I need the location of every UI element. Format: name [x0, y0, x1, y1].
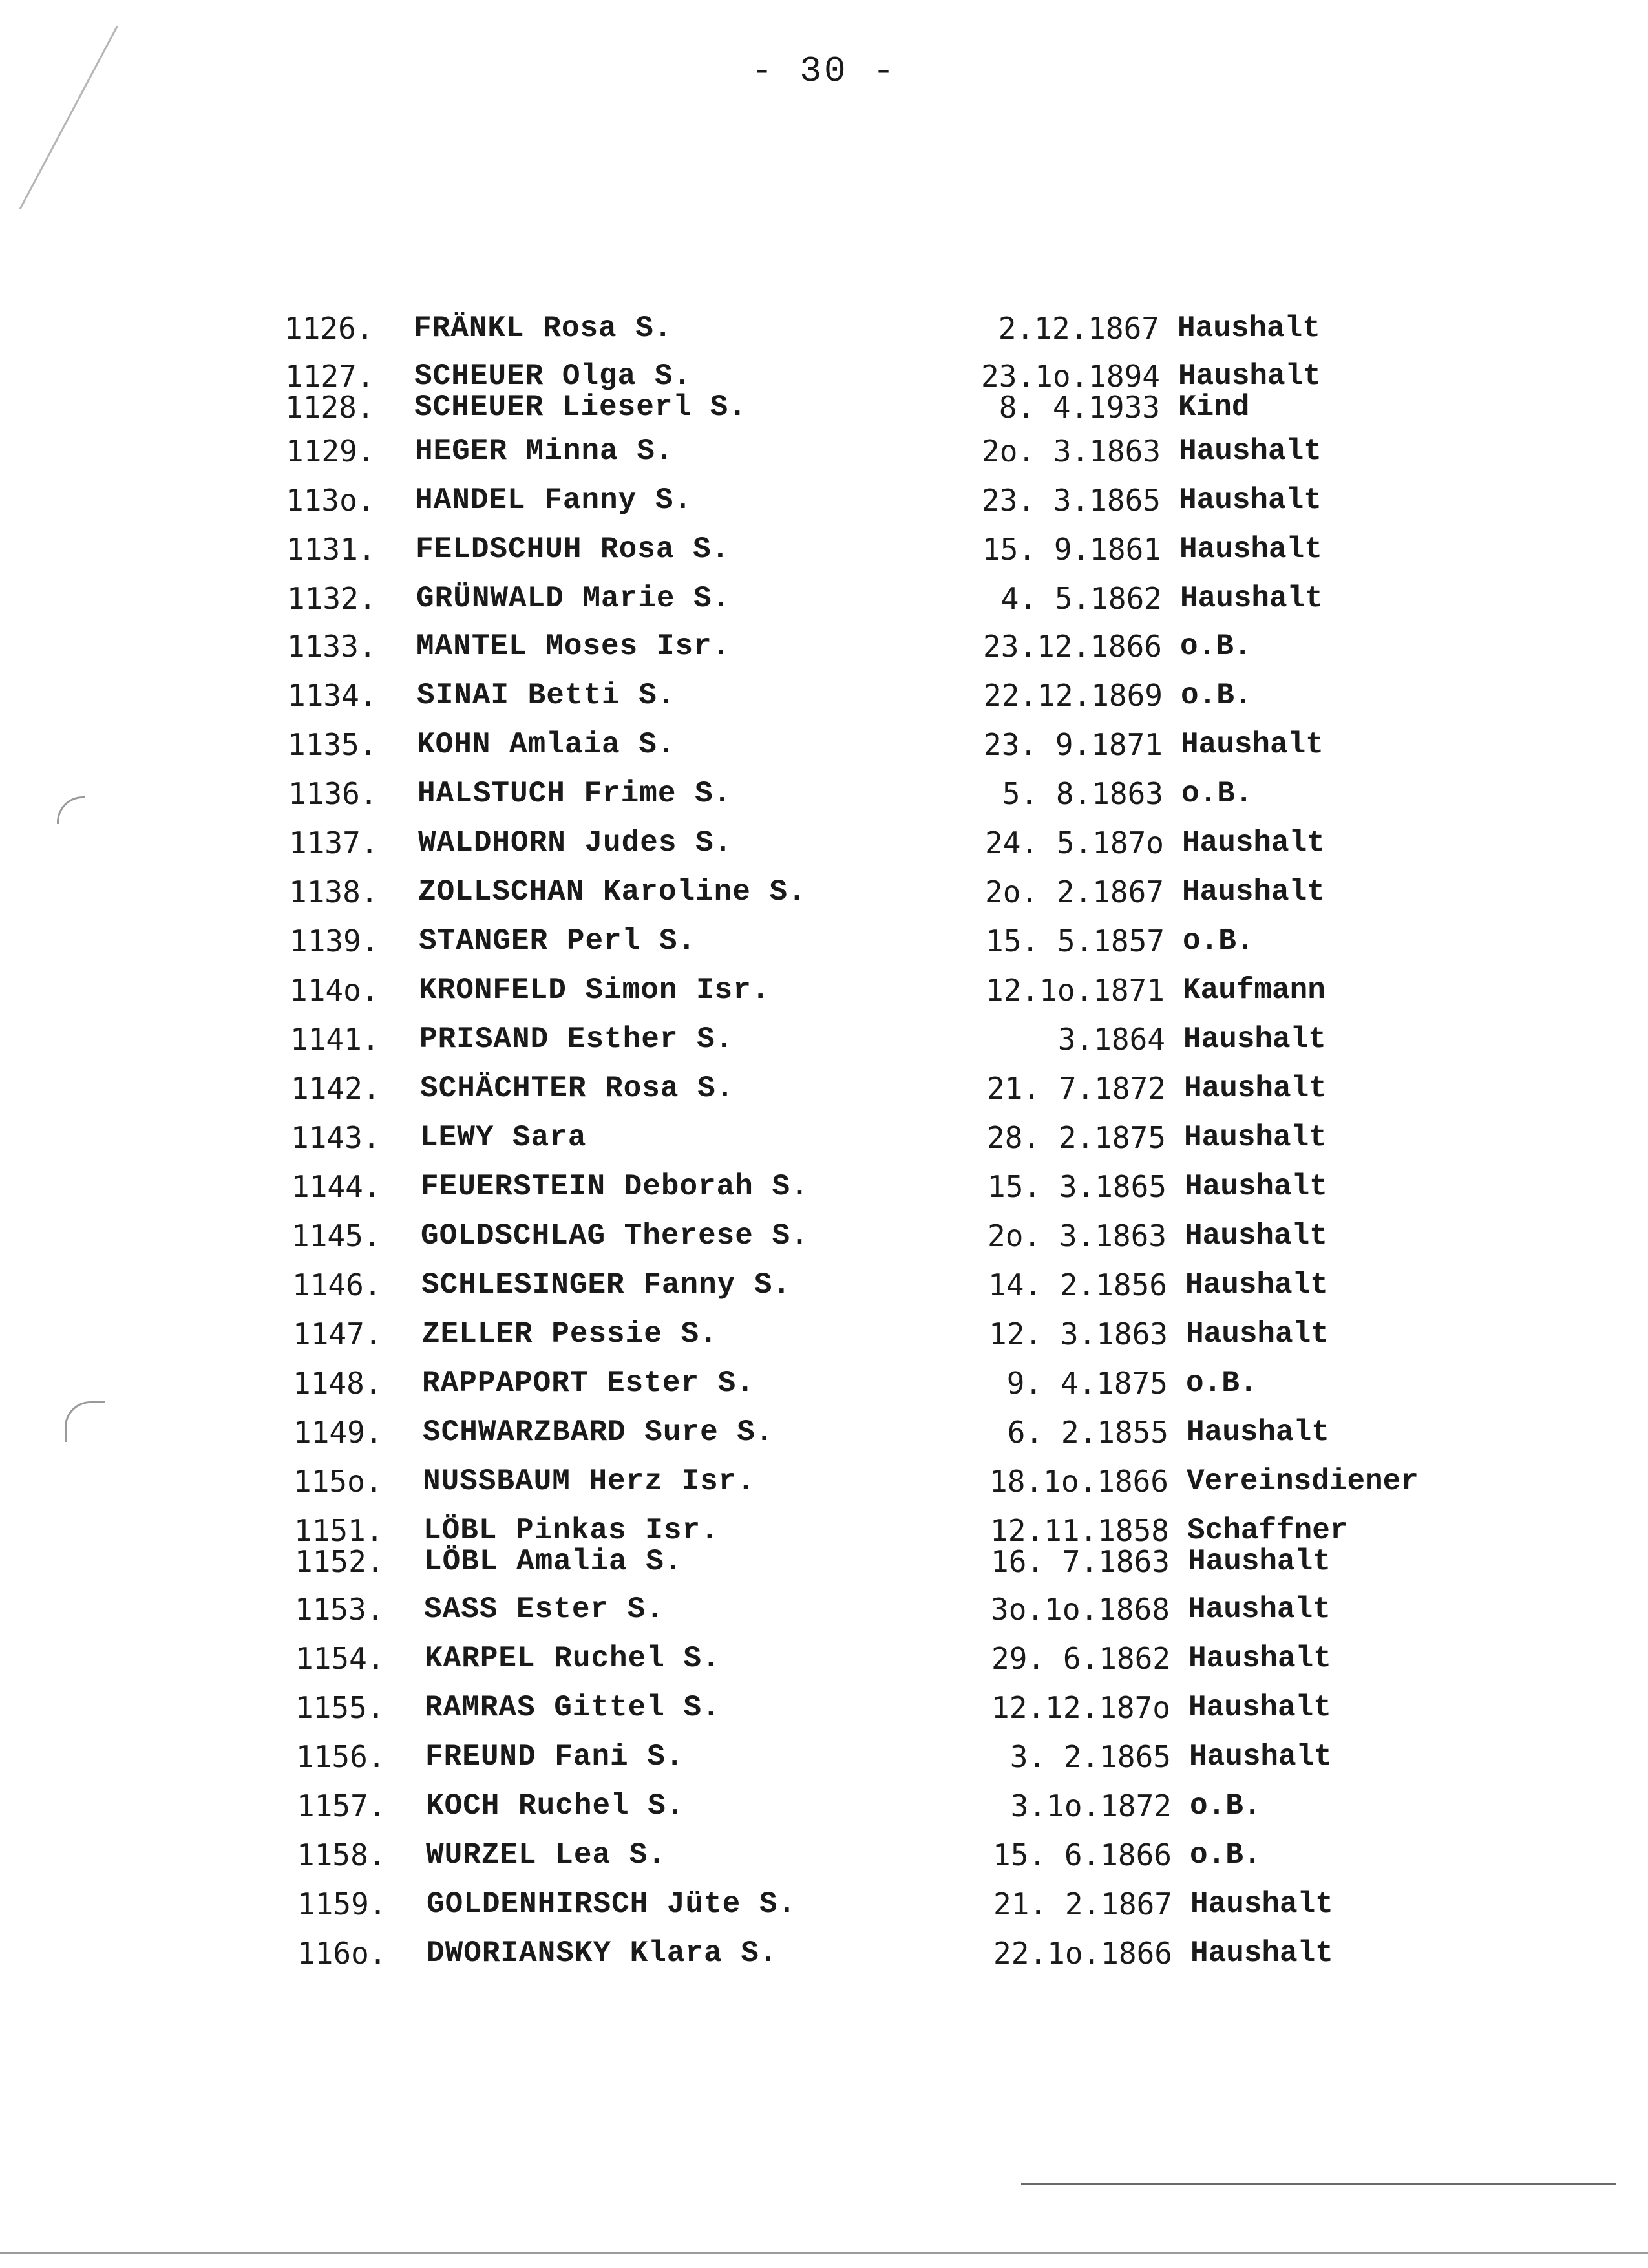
entry-birth-date: 5. 8.1863 [1002, 776, 1163, 811]
entry-name: SINAI Betti S. [417, 679, 676, 712]
entry-birth-date: 2o. 3.1863 [988, 1218, 1167, 1253]
entry-name: SCHWARZBARD Sure S. [423, 1415, 774, 1449]
entry-occupation: o.B. [1181, 679, 1252, 712]
list-item [291, 1118, 1551, 1157]
list-item [292, 1266, 1551, 1304]
entry-occupation: Haushalt [1188, 1593, 1331, 1626]
list-item [291, 1216, 1551, 1255]
entry-number: 114o. [290, 973, 379, 1008]
entry-birth-date: 2o. 3.1863 [982, 434, 1161, 469]
entry-occupation: Haushalt [1179, 483, 1322, 517]
entry-name: LEWY Sara [420, 1121, 587, 1154]
entry-name: NUSSBAUM Herz Isr. [423, 1465, 755, 1498]
entry-number: 1132. [287, 581, 377, 616]
entry-birth-date: 15. 6.1866 [993, 1838, 1172, 1872]
list-item [287, 579, 1551, 618]
entry-name: KARPEL Ruchel S. [425, 1642, 721, 1675]
entry-number: 1153. [295, 1592, 385, 1627]
entry-number: 1145. [291, 1218, 381, 1253]
entry-number: 1133. [287, 629, 377, 664]
list-item [293, 1315, 1551, 1353]
entry-number: 1139. [290, 924, 379, 959]
entry-birth-date: 29. 6.1862 [991, 1641, 1170, 1676]
list-item [286, 530, 1551, 569]
entry-birth-date: 12.12.187o [991, 1690, 1170, 1725]
scan-line-bottom-1 [1021, 2183, 1616, 2185]
entry-birth-date: 14. 2.1856 [988, 1267, 1167, 1302]
entry-number: 1144. [291, 1169, 381, 1204]
list-item [295, 1639, 1551, 1678]
entry-name: RAMRAS Gittel S. [425, 1691, 721, 1724]
entry-number: 1126. [284, 311, 374, 346]
entry-number: 1141. [290, 1022, 380, 1057]
list-item [288, 725, 1551, 764]
entry-number: 1129. [286, 434, 375, 469]
entry-occupation: Haushalt [1187, 1415, 1329, 1449]
entry-name: WALDHORN Judes S. [418, 826, 733, 860]
entry-occupation: Haushalt [1180, 582, 1323, 615]
entry-occupation: Haushalt [1182, 826, 1325, 860]
entry-occupation: Haushalt [1188, 1642, 1331, 1675]
list-item [286, 432, 1551, 471]
entry-number: 1142. [291, 1071, 381, 1106]
entry-number: 1158. [297, 1838, 386, 1872]
entry-number: 1156. [296, 1739, 386, 1774]
entry-name: GRÜNWALD Marie S. [416, 582, 731, 615]
list-item [293, 1364, 1551, 1403]
entry-number: 1157. [297, 1788, 386, 1823]
list-item [288, 676, 1551, 715]
entry-birth-date: 22.1o.1866 [993, 1936, 1172, 1971]
entry-birth-date: 21. 7.1872 [987, 1071, 1166, 1106]
entry-birth-date: 3. 2.1865 [1009, 1739, 1171, 1774]
entry-occupation: Haushalt [1190, 1887, 1333, 1921]
entry-name: WURZEL Lea S. [426, 1838, 666, 1872]
entry-number: 1147. [293, 1317, 383, 1351]
entry-birth-date: 28. 2.1875 [987, 1120, 1166, 1155]
entry-birth-date: 12.11.1858 [990, 1513, 1169, 1548]
entry-occupation: o.B. [1183, 924, 1254, 958]
entry-birth-date: 6. 2.1855 [1007, 1415, 1168, 1450]
entry-occupation: Haushalt [1186, 1317, 1329, 1351]
entry-number: 1154. [295, 1641, 385, 1676]
entry-occupation: o.B. [1181, 777, 1253, 811]
entry-number: 1155. [295, 1690, 385, 1725]
entry-name: ZOLLSCHAN Karoline S. [418, 875, 807, 909]
list-item [290, 922, 1551, 960]
entry-birth-date: 23. 3.1865 [982, 483, 1161, 518]
list-item [295, 1542, 1551, 1581]
entry-name: DWORIANSKY Klara S. [427, 1936, 778, 1970]
entry-name: FRÄNKL Rosa S. [414, 312, 673, 345]
list-item [290, 971, 1551, 1010]
entry-number: 116o. [297, 1936, 387, 1971]
entry-occupation: Kind [1178, 390, 1250, 424]
entry-name: STANGER Perl S. [419, 924, 697, 958]
entry-number: 113o. [286, 483, 375, 518]
list-item [295, 1688, 1551, 1727]
entry-name: FREUND Fani S. [425, 1740, 684, 1774]
list-item [297, 1786, 1551, 1825]
entry-number: 1131. [286, 532, 376, 567]
entry-occupation: Haushalt [1184, 1072, 1327, 1105]
list-item [295, 1590, 1551, 1629]
list-item [285, 388, 1551, 427]
entry-birth-date: 12. 3.1863 [989, 1317, 1168, 1351]
list-item [289, 873, 1551, 911]
entry-number: 1136. [288, 776, 378, 811]
entry-name: ZELLER Pessie S. [422, 1317, 718, 1351]
entry-number: 1128. [285, 390, 375, 425]
entry-birth-date: 2.12.1867 [998, 311, 1159, 346]
entry-birth-date: 15. 3.1865 [988, 1169, 1167, 1204]
entry-occupation: Kaufmann [1183, 973, 1326, 1007]
entry-name: MANTEL Moses Isr. [416, 630, 731, 663]
entry-birth-date: 3o.1o.1868 [991, 1592, 1170, 1627]
entry-occupation: Haushalt [1185, 1170, 1327, 1203]
entry-number: 1152. [295, 1544, 385, 1579]
entry-name: KOHN Amlaia S. [417, 728, 676, 761]
entry-birth-date: 8. 4.1933 [998, 390, 1160, 425]
entry-occupation: o.B. [1180, 630, 1252, 663]
entry-occupation: Haushalt [1182, 875, 1325, 909]
entry-birth-date: 23. 9.1871 [984, 727, 1163, 762]
entry-birth-date: 23.1o.1894 [981, 359, 1160, 394]
entry-name: SCHLESINGER Fanny S. [421, 1268, 792, 1302]
list-item [286, 481, 1551, 520]
entry-occupation: Haushalt [1179, 434, 1322, 468]
entry-name: LÖBL Pinkas Isr. [423, 1514, 719, 1547]
list-item [287, 627, 1551, 666]
list-item [293, 1413, 1551, 1452]
entry-name: HALSTUCH Frime S. [417, 777, 732, 811]
entry-name: KOCH Ruchel S. [426, 1789, 685, 1823]
scan-mark-left-2 [65, 1401, 105, 1442]
entry-occupation: o.B. [1190, 1789, 1262, 1823]
entry-birth-date: 2o. 2.1867 [985, 874, 1164, 909]
entry-occupation: Haushalt [1181, 728, 1324, 761]
entry-occupation: Haushalt [1178, 359, 1321, 393]
entry-number: 1137. [289, 825, 379, 860]
entry-birth-date: 18.1o.1866 [989, 1464, 1168, 1499]
scan-line-bottom-2 [0, 2252, 1648, 2254]
entry-number: 1143. [291, 1120, 381, 1155]
entry-name: PRISAND Esther S. [419, 1023, 734, 1056]
list-item [297, 1885, 1551, 1924]
entry-name: SCHÄCHTER Rosa S. [420, 1072, 735, 1105]
list-item [289, 823, 1551, 862]
entry-name: HANDEL Fanny S. [415, 483, 693, 517]
page-number: - 30 - [751, 50, 897, 92]
entry-birth-date: 22.12.1869 [984, 678, 1163, 713]
entry-occupation: Haushalt [1183, 1023, 1326, 1056]
list-item [291, 1167, 1551, 1206]
scan-mark-left-1 [57, 796, 85, 824]
list-item [291, 1069, 1551, 1108]
entry-occupation: Haushalt [1188, 1691, 1331, 1724]
list-item [290, 1020, 1551, 1059]
entry-occupation: Haushalt [1189, 1740, 1332, 1774]
entry-name: LÖBL Amalia S. [424, 1545, 683, 1578]
entry-number: 1151. [294, 1513, 384, 1548]
entry-number: 1149. [293, 1415, 383, 1450]
entry-number: 1134. [288, 678, 377, 713]
entry-birth-date: 12.1o.1871 [986, 973, 1165, 1008]
entry-birth-date: 16. 7.1863 [991, 1544, 1170, 1579]
list-item [293, 1462, 1551, 1501]
entry-name: FELDSCHUH Rosa S. [416, 533, 730, 566]
entry-birth-date: 15. 5.1857 [986, 924, 1165, 959]
entry-number: 1148. [293, 1366, 383, 1401]
entry-occupation: Schaffner [1187, 1514, 1348, 1547]
entry-occupation: Haushalt [1190, 1936, 1333, 1970]
entry-occupation: o.B. [1190, 1838, 1262, 1872]
entry-name: RAPPAPORT Ester S. [422, 1366, 755, 1400]
entry-birth-date: 9. 4.1875 [1006, 1366, 1168, 1401]
entry-name: SASS Ester S. [424, 1593, 664, 1626]
entry-name: HEGER Minna S. [415, 434, 674, 468]
entry-birth-date: 4. 5.1862 [1000, 581, 1162, 616]
entry-birth-date: 24. 5.187o [985, 825, 1164, 860]
entry-name: GOLDENHIRSCH Jüte S. [427, 1887, 797, 1921]
entry-occupation: Haushalt [1185, 1268, 1328, 1302]
entry-occupation: Haushalt [1179, 533, 1322, 566]
entry-birth-date: 3.1864 [1057, 1022, 1165, 1057]
list-item [296, 1737, 1551, 1776]
entry-name: SCHEUER Olga S. [414, 359, 692, 393]
list-item [284, 309, 1551, 348]
entry-number: 1127. [285, 359, 375, 394]
entry-occupation: o.B. [1186, 1366, 1258, 1400]
entry-occupation: Haushalt [1188, 1545, 1331, 1578]
entry-occupation: Vereinsdiener [1187, 1465, 1419, 1498]
list-item [297, 1934, 1551, 1973]
list-item [297, 1836, 1551, 1874]
entry-number: 1159. [297, 1887, 387, 1922]
entry-occupation: Haushalt [1185, 1219, 1327, 1253]
entry-name: GOLDSCHLAG Therese S. [421, 1219, 809, 1253]
entry-number: 1146. [292, 1267, 382, 1302]
entry-name: FEUERSTEIN Deborah S. [421, 1170, 809, 1203]
entry-occupation: Haushalt [1178, 312, 1320, 345]
entry-birth-date: 21. 2.1867 [993, 1887, 1172, 1922]
list-item [288, 774, 1551, 813]
entry-name: KRONFELD Simon Isr. [419, 973, 770, 1007]
entry-number: 1138. [289, 874, 379, 909]
entry-birth-date: 15. 9.1861 [982, 532, 1161, 567]
entry-number: 115o. [293, 1464, 383, 1499]
entry-name: SCHEUER Lieserl S. [414, 390, 747, 424]
entry-birth-date: 3.1o.1872 [1010, 1788, 1172, 1823]
entry-number: 1135. [288, 727, 377, 762]
entry-birth-date: 23.12.1866 [983, 629, 1162, 664]
entry-occupation: Haushalt [1184, 1121, 1327, 1154]
